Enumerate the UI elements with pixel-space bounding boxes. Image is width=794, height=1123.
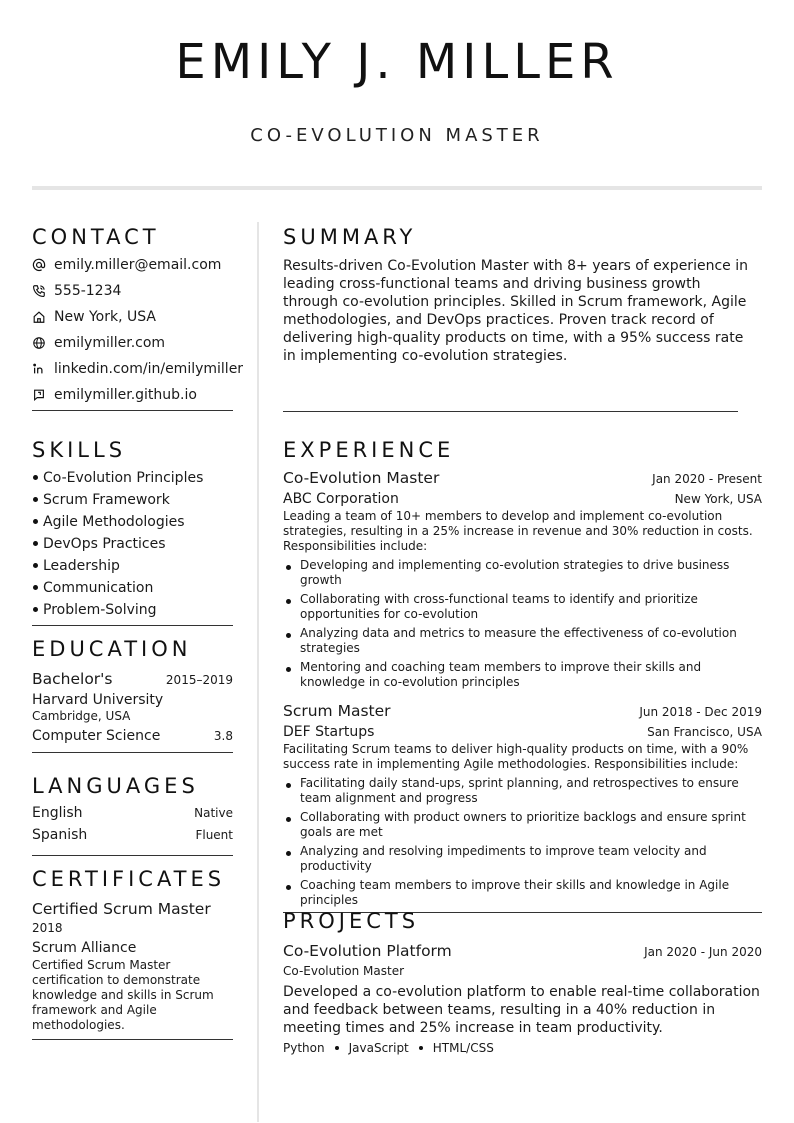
skill-item	[32, 577, 233, 599]
contact-phone-text: 555-1234	[54, 283, 122, 299]
contact-website[interactable]	[32, 330, 233, 356]
education-degree: Bachelor's	[32, 670, 113, 688]
contact-heading: CONTACT	[32, 225, 160, 249]
skill-text: Problem-Solving	[43, 602, 157, 618]
contact-rule	[32, 410, 233, 411]
certificates-heading: CERTIFICATES	[32, 867, 226, 891]
job-entry	[283, 702, 762, 908]
projects-heading: PROJECTS	[283, 909, 420, 933]
job-intro: Facilitating Scrum teams to deliver high-quality products on time, with a 90% success rate in implementing Agile methodologies. Responsibilities include:	[283, 742, 749, 771]
contact-email[interactable]	[32, 252, 233, 278]
job-entry	[283, 469, 762, 690]
certificate-year: 2018	[32, 921, 63, 935]
resume-name: EMILY J. MILLER	[175, 34, 619, 90]
summary-heading: SUMMARY	[283, 225, 417, 249]
project-dates: Jan 2020 - Jun 2020	[644, 945, 762, 959]
project-description: Developed a co-evolution platform to enable real-time collaboration and feedback between teams, resulting in a 40% reduction in meeting times and 25% increase in team productivity.	[283, 984, 760, 1036]
summary-rule	[283, 411, 738, 412]
bullet-dot	[335, 1046, 339, 1050]
contact-section	[32, 224, 244, 411]
certificates-section	[32, 866, 233, 1040]
skill-text: Leadership	[43, 558, 120, 574]
experience-section	[283, 437, 762, 913]
project-tech-list	[283, 1041, 762, 1055]
skill-item	[32, 533, 233, 555]
column-divider	[257, 222, 259, 1122]
bullet-dot	[33, 497, 38, 502]
job-bullet: Analyzing and resolving impediments to improve team velocity and productivity	[283, 844, 762, 874]
contact-location-text: New York, USA	[54, 309, 156, 325]
resume-title: CO-EVOLUTION MASTER	[250, 125, 544, 146]
certificate-issuer: Scrum Alliance	[32, 940, 137, 956]
education-heading: EDUCATION	[32, 637, 192, 661]
languages-heading: LANGUAGES	[32, 774, 199, 798]
job-location: New York, USA	[674, 492, 762, 506]
bullet-dot	[33, 563, 38, 568]
tech-item: JavaScript	[348, 1041, 409, 1055]
contact-linkedin-text: linkedin.com/in/emilymiller	[54, 361, 244, 377]
skill-item	[32, 555, 233, 577]
linkedin-icon	[32, 362, 46, 376]
bullet-dot	[33, 475, 38, 480]
job-role: Scrum Master	[283, 702, 391, 720]
language-level: Native	[194, 806, 233, 820]
skill-item	[32, 599, 233, 621]
skill-item	[32, 511, 233, 533]
job-bullet: Facilitating daily stand-ups, sprint planning, and retrospectives to ensure team alignment and progress	[283, 776, 762, 806]
skills-rule	[32, 625, 233, 626]
job-bullet: Collaborating with cross-functional teams to identify and prioritize opportunities for co-evolution	[283, 592, 762, 622]
skill-text: Agile Methodologies	[43, 514, 185, 530]
summary-text: Results-driven Co-Evolution Master with 8+ years of experience in leading cross-functional teams and driving business growth through co-evolution principles. Skilled in Scrum framework, Agile methodologies, and DevOps practices. Proven track record of delivering high-quality products on time, with a 95% success rate in implementing co-evolution strategies.	[283, 258, 748, 364]
home-icon	[32, 310, 46, 324]
skill-item	[32, 467, 233, 489]
education-years: 2015–2019	[165, 673, 233, 687]
globe-icon	[32, 336, 46, 350]
skill-item	[32, 489, 233, 511]
job-intro: Leading a team of 10+ members to develop and implement co-evolution strategies, resulting in a 25% increase in revenue and 30% reduction in costs. Responsibilities include:	[283, 509, 753, 553]
skill-text: Communication	[43, 580, 154, 596]
bullet-dot	[33, 607, 38, 612]
header-divider	[32, 186, 762, 190]
summary-section	[283, 224, 762, 412]
phone-icon	[32, 284, 46, 298]
bullet-dot	[33, 519, 38, 524]
skills-section	[32, 437, 233, 626]
education-field: Computer Science	[32, 728, 161, 744]
certificate-description: Certified Scrum Master certification to demonstrate knowledge and skills in Scrum framework and Agile methodologies.	[32, 958, 214, 1032]
contact-website-text: emilymiller.com	[54, 335, 166, 351]
github-icon	[32, 388, 46, 402]
contact-github[interactable]	[32, 382, 233, 408]
education-location: Cambridge, USA	[32, 709, 131, 723]
job-bullet: Coaching team members to improve their skills and knowledge in Agile principles	[283, 878, 762, 908]
certificates-rule	[32, 1039, 233, 1040]
skill-text: Scrum Framework	[43, 492, 170, 508]
language-name: English	[32, 805, 83, 821]
job-role: Co-Evolution Master	[283, 469, 440, 487]
skills-heading: SKILLS	[32, 438, 127, 462]
job-bullet: Analyzing data and metrics to measure the effectiveness of co-evolution strategies	[283, 626, 762, 656]
job-dates: Jan 2020 - Present	[652, 472, 762, 486]
language-row	[32, 827, 233, 849]
experience-heading: EXPERIENCE	[283, 438, 455, 462]
bullet-dot	[33, 541, 38, 546]
job-dates: Jun 2018 - Dec 2019	[639, 705, 762, 719]
education-rule	[32, 752, 233, 753]
job-bullet: Collaborating with product owners to prioritize backlogs and ensure sprint goals are met	[283, 810, 762, 840]
language-row	[32, 805, 233, 827]
skill-text: Co-Evolution Principles	[43, 470, 204, 486]
project-role: Co-Evolution Master	[283, 964, 405, 978]
contact-email-text: emily.miller@email.com	[54, 257, 222, 273]
contact-github-text: emilymiller.github.io	[54, 387, 197, 403]
tech-item: Python	[283, 1041, 325, 1055]
certificate-name: Certified Scrum Master	[32, 900, 211, 918]
job-bullet: Developing and implementing co-evolution strategies to drive business growth	[283, 558, 762, 588]
language-level: Fluent	[195, 828, 233, 842]
job-bullet: Mentoring and coaching team members to improve their skills and knowledge in co-evolution principles	[283, 660, 762, 690]
languages-rule	[32, 855, 233, 856]
languages-section	[32, 773, 233, 856]
education-school: Harvard University	[32, 692, 164, 708]
projects-section	[283, 908, 762, 1055]
education-gpa: 3.8	[213, 729, 233, 743]
bullet-dot	[419, 1046, 423, 1050]
job-company: ABC Corporation	[283, 491, 399, 507]
education-section	[32, 636, 233, 753]
contact-phone[interactable]	[32, 278, 233, 304]
project-name: Co-Evolution Platform	[283, 942, 452, 960]
contact-linkedin[interactable]	[32, 356, 244, 382]
skill-text: DevOps Practices	[43, 536, 166, 552]
job-location: San Francisco, USA	[647, 725, 762, 739]
job-company: DEF Startups	[283, 724, 375, 740]
at-icon	[32, 258, 46, 272]
bullet-dot	[33, 585, 38, 590]
tech-item: HTML/CSS	[432, 1041, 494, 1055]
contact-location	[32, 304, 233, 330]
language-name: Spanish	[32, 827, 88, 843]
